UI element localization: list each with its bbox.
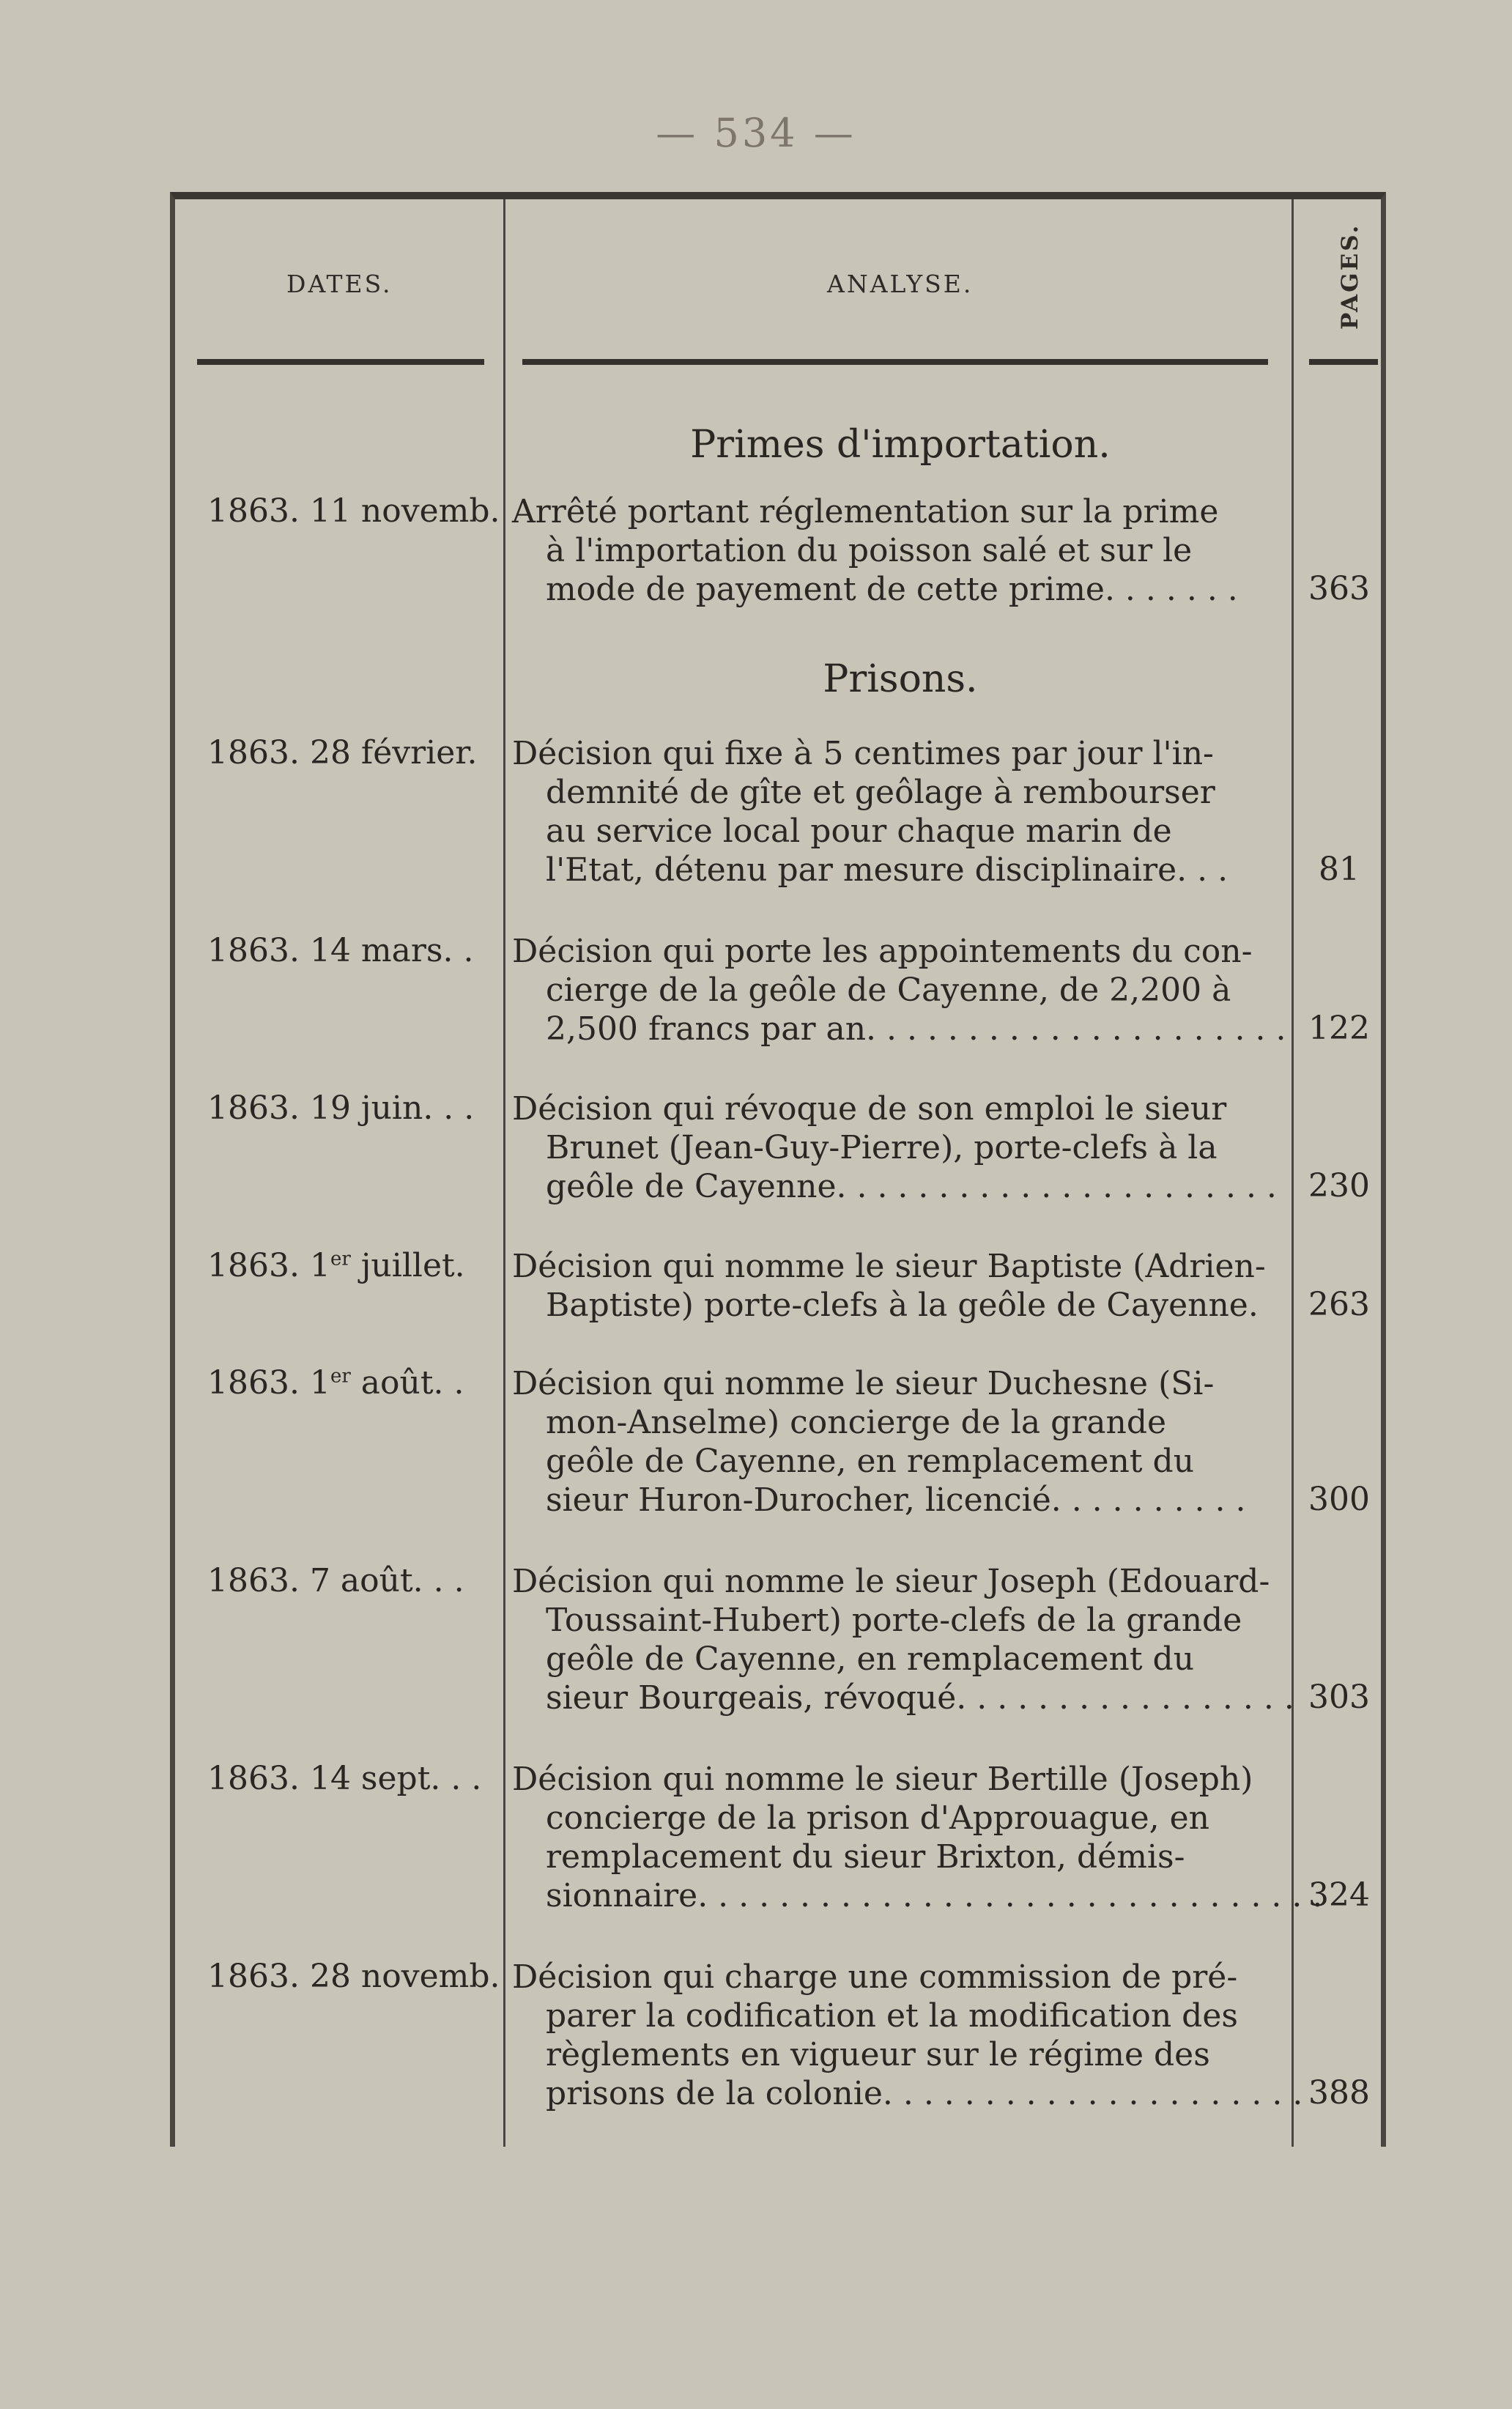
analysis-line: l'Etat, détenu par mesure disciplinaire. . . xyxy=(546,851,1228,889)
section-title: Primes d'importation. xyxy=(690,423,1111,467)
date-text: août. . xyxy=(350,1364,464,1402)
header-pages: PAGES. xyxy=(1337,223,1363,330)
column-divider xyxy=(1292,199,1294,2147)
analysis-line: cierge de la geôle de Cayenne, de 2,200 à xyxy=(546,972,1231,1009)
entry-date: 1863. 11 novemb. xyxy=(207,492,500,530)
analysis-line: Arrêté portant réglementation sur la prime xyxy=(512,493,1219,530)
analysis-line: geôle de Cayenne, en remplacement du xyxy=(546,1640,1195,1678)
analysis-line: Décision qui charge une commission de pré- xyxy=(512,1958,1238,1996)
entry-analysis xyxy=(512,1364,1277,1520)
header-dates: DATES. xyxy=(286,270,393,298)
analysis-line: Brunet (Jean-Guy-Pierre), porte-clefs à la xyxy=(546,1129,1218,1166)
entry-page: 300 xyxy=(1308,1481,1370,1518)
column-divider xyxy=(503,199,505,2147)
analysis-line: geôle de Cayenne. . . . . . . . . . . . . . . . . . . . . . xyxy=(546,1168,1277,1205)
ordinal-suffix: er xyxy=(330,1365,351,1388)
entry-page: 388 xyxy=(1308,2074,1370,2112)
analysis-line: sionnaire. . . . . . . . . . . . . . . . . . . . . . . . . . . . . . . xyxy=(546,1877,1323,1914)
entry-page: 122 xyxy=(1308,1010,1370,1047)
entry-page: 303 xyxy=(1308,1679,1370,1716)
analysis-line: Toussaint-Hubert) porte-clefs de la grande xyxy=(546,1602,1242,1639)
analysis-line: sieur Bourgeais, révoqué. . . . . . . . . . . . . . . . . xyxy=(546,1679,1294,1717)
entry-analysis xyxy=(512,1760,1323,1915)
entry-page: 230 xyxy=(1308,1167,1370,1204)
header-rule xyxy=(1309,359,1378,365)
analysis-line: règlements en vigueur sur le régime des xyxy=(546,2036,1210,2073)
entry-analysis xyxy=(512,734,1277,889)
analysis-line: prisons de la colonie. . . . . . . . . . . . . . . . . . . . . xyxy=(546,2075,1303,2112)
entry-analysis xyxy=(512,1247,1277,1325)
entry-analysis xyxy=(512,1958,1303,2113)
analysis-line: 2,500 francs par an. . . . . . . . . . . . . . . . . . . . . xyxy=(546,1010,1286,1048)
ordinal-suffix: er xyxy=(330,1248,351,1270)
entry-page: 263 xyxy=(1308,1286,1370,1323)
analysis-line: Baptiste) porte-clefs à la geôle de Cayenne. xyxy=(546,1287,1259,1324)
analysis-line: mon-Anselme) concierge de la grande xyxy=(546,1404,1167,1441)
entry-date xyxy=(207,1364,464,1402)
date-text: 1863. 1 xyxy=(207,1247,330,1284)
header-rule xyxy=(197,359,484,365)
entry-date xyxy=(207,1247,465,1284)
date-text: 1863. 1 xyxy=(207,1364,330,1402)
header-rule xyxy=(522,359,1268,365)
entry-date: 1863. 14 mars. . xyxy=(207,932,474,969)
entry-date: 1863. 28 février. xyxy=(207,734,478,771)
page-number: — 534 — xyxy=(656,110,856,156)
analysis-line: geôle de Cayenne, en remplacement du xyxy=(546,1443,1195,1480)
analysis-line: parer la codification et la modification des xyxy=(546,1997,1238,2035)
index-table xyxy=(170,192,1386,2147)
date-text: juillet. xyxy=(350,1247,465,1284)
analysis-line: mode de payement de cette prime. . . . . . . xyxy=(546,571,1238,608)
entry-date: 1863. 7 août. . . xyxy=(207,1562,464,1599)
analysis-line: Décision qui porte les appointements du con- xyxy=(512,933,1253,970)
analysis-line: Décision qui nomme le sieur Duchesne (Si- xyxy=(512,1365,1215,1402)
analysis-line: Décision qui révoque de son emploi le sieur xyxy=(512,1090,1227,1128)
entry-date: 1863. 14 sept. . . xyxy=(207,1760,482,1797)
entry-date: 1863. 28 novemb. xyxy=(207,1958,500,1995)
analysis-line: sieur Huron-Durocher, licencié. . . . . . . . . . xyxy=(546,1481,1246,1519)
analysis-line: Décision qui nomme le sieur Baptiste (Adrien- xyxy=(512,1248,1266,1285)
entry-analysis xyxy=(512,1562,1294,1717)
entry-date: 1863. 19 juin. . . xyxy=(207,1089,475,1127)
analysis-line: au service local pour chaque marin de xyxy=(546,813,1172,850)
analysis-line: concierge de la prison d'Approuague, en xyxy=(546,1799,1209,1837)
analysis-line: à l'importation du poisson salé et sur le xyxy=(546,532,1193,569)
analysis-line: demnité de gîte et geôlage à rembourser xyxy=(546,774,1215,811)
analysis-line: Décision qui fixe à 5 centimes par jour l'in- xyxy=(512,735,1214,772)
analysis-line: Décision qui nomme le sieur Joseph (Edouard- xyxy=(512,1563,1270,1600)
section-title: Prisons. xyxy=(823,657,978,701)
entry-analysis xyxy=(512,1089,1277,1206)
entry-analysis xyxy=(512,932,1286,1048)
entry-page: 81 xyxy=(1319,851,1360,888)
entry-page: 363 xyxy=(1308,570,1370,607)
entry-analysis xyxy=(512,492,1277,609)
header-analyse: ANALYSE. xyxy=(827,270,974,298)
analysis-line: Décision qui nomme le sieur Bertille (Joseph) xyxy=(512,1761,1253,1798)
analysis-line: remplacement du sieur Brixton, démis- xyxy=(546,1838,1185,1876)
entry-page: 324 xyxy=(1308,1876,1370,1914)
